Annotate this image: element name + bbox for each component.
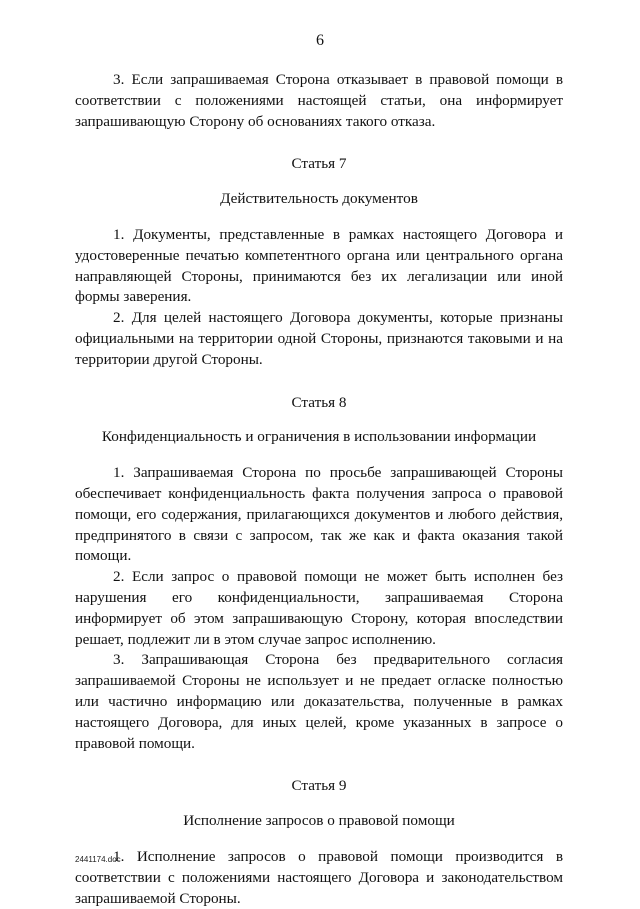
page-number: 6 xyxy=(316,32,324,49)
article-7-title: Действительность документов xyxy=(220,190,418,208)
article-8-title: Конфиденциальность и ограничения в использовании информации xyxy=(101,428,537,446)
article-9-paragraph-1: 1. Исполнение запросов о правовой помощи производится в соответствии с положениями настоящего Договора и законодательством запрашиваемой Стороны. xyxy=(75,847,563,907)
article-8-paragraph-2: 2. Если запрос о правовой помощи не может быть исполнен без нарушения его конфиденциальности, запрашиваемая Сторона информирует об этом запрашивающую Сторону, которая впоследствии решает, подлежит ли в этом случае запрос исполнению. xyxy=(75,568,563,648)
article-7-heading: Статья 7 xyxy=(291,155,347,173)
paragraph-article6-item3: 3. Если запрашиваемая Сторона отказывает в правовой помощи в соответствии с положениями настоящей статьи, она информирует запрашивающую Сторону об основаниях такого отказа. xyxy=(75,71,563,130)
file-name-footer: 2441174.doc xyxy=(75,855,121,864)
article-7-paragraph-2: 2. Для целей настоящего Договора документы, которые признаны официальными на территории одной Стороны, признаются таковыми и на территории другой Стороны. xyxy=(75,309,563,368)
article-8-paragraph-3: 3. Запрашивающая Сторона без предварительного согласия запрашиваемой Стороны не использует и не предает огласке полностью или частично информацию или доказательства, полученные в рамках настоящего Договора, для иных целей, кроме указанных в запросе о правовой помощи. xyxy=(75,651,563,752)
article-9-title: Исполнение запросов о правовой помощи xyxy=(183,812,455,830)
document-body xyxy=(75,70,563,909)
article-9-heading: Статья 9 xyxy=(291,777,347,795)
article-8-paragraph-1: 1. Запрашиваемая Сторона по просьбе запрашивающей Стороны обеспечивает конфиденциальность факта получения запроса о правовой помощи, его содержания, прилагающихся документов и любого действия, предпринятого в связи с запросом, так же как и факта оказания такой помощи. xyxy=(75,464,563,565)
article-8-heading: Статья 8 xyxy=(291,393,347,411)
article-7-paragraph-1: 1. Документы, представленные в рамках настоящего Договора и удостоверенные печатью компетентного органа или центрального органа направляющей Стороны, принимаются без их легализации или иной формы заверения. xyxy=(75,225,563,306)
